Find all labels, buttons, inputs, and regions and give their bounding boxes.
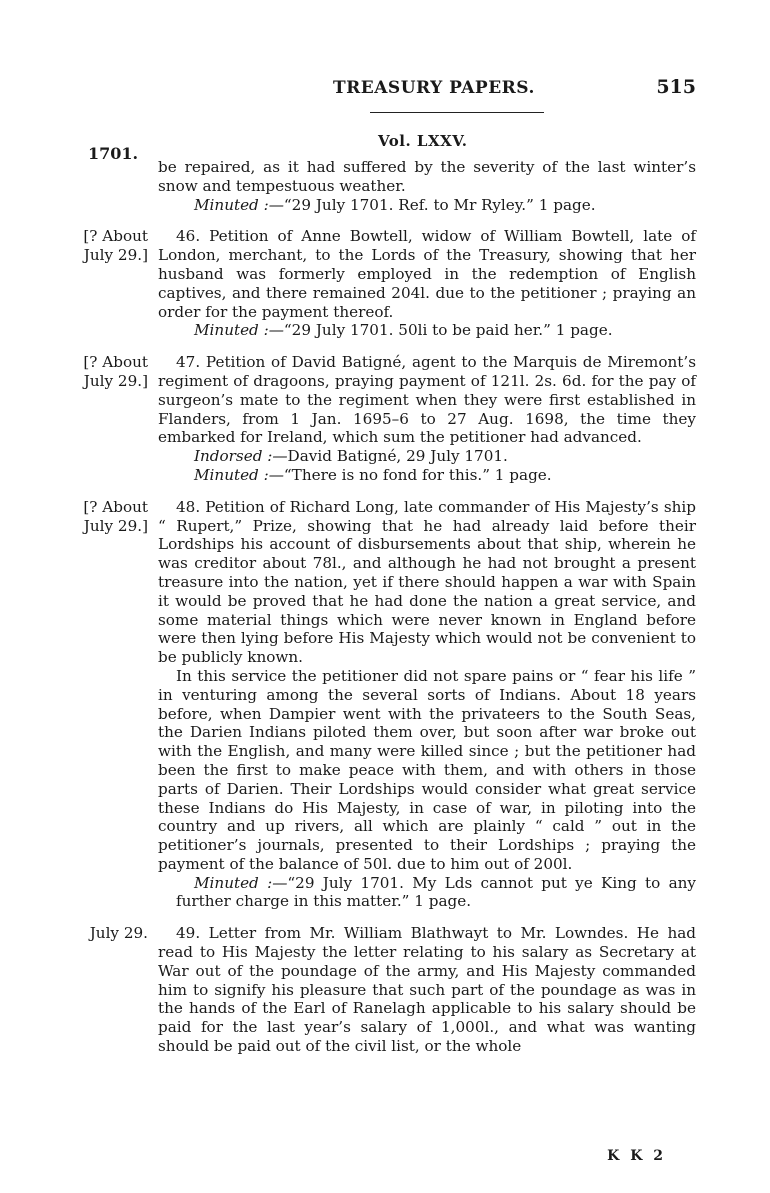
signature-mark: K K 2	[607, 1148, 666, 1164]
margin-date: [? About July 29.]	[83, 497, 148, 535]
entry-48	[83, 497, 696, 912]
entry-47	[83, 353, 696, 485]
note-label: Indorsed :—	[194, 447, 288, 466]
entry-paragraph: 48. Petition of Richard Long, late commander of His Majesty’s ship “ Rupert,” Prize, showing that he had already laid before their Lordships his account of disbursements about that ship, wherein he was creditor about 78l., and although he had not brought a present treasure into the nation, yet if there should happen a war with Spain it would be proved that he had done the nation a great service, and some material things which were never known in England before were then lying before His Majesty which would not be convenient to be publicly known.	[158, 497, 696, 667]
note-text: “There is no fond for this.” 1 page.	[283, 465, 552, 484]
margin-date: [? About July 29.]	[83, 353, 148, 390]
entry-paragraph: be repaired, as it had suffered by the severity of the last winter’s snow and tempestuous weather.	[158, 158, 696, 195]
entry-continuation	[158, 158, 696, 214]
minute-note	[158, 466, 696, 485]
running-title: TREASURY PAPERS.	[333, 78, 535, 98]
volume-heading: Vol. LXXV.	[378, 132, 468, 150]
entry-46	[83, 227, 696, 340]
page-header	[0, 72, 770, 100]
note-label: Minuted :—	[194, 873, 288, 892]
note-label: Minuted :—	[194, 465, 284, 484]
note-text: “29 July 1701. Ref. to Mr Ryley.” 1 page.	[283, 195, 596, 214]
entry-49	[89, 924, 696, 1056]
margin-year: 1701.	[88, 144, 139, 163]
entry-paragraph: In this service the petitioner did not spare pains or “ fear his life ” in venturing among the several sorts of Indians. About 18 years before, when Dampier went with the privateers to the South Seas, the Darien Indians piloted them over, but soon after war broke out with the English, and many were killed since ; but the petitioner had been the first to make peace with them, and with others in those parts of Darien. Their Lordships would consider what great service these Indians do His Majesty, in case of war, in piloting into the country and up rivers, all which are plainly “ cald ” out in the petitioner’s journals, presented to their Lordships ; praying the payment of the balance of 50l. due to him out of 200l.	[158, 666, 696, 873]
entry-paragraph: 49. Letter from Mr. William Blathwayt to Mr. Lowndes. He had read to His Majesty the letter relating to his salary as Secretary at War out of the poundage of the army, and His Majesty commanded him to signify his pleasure that such part of the poundage as was in the hands of the Earl of Ranelagh applicable to his salary should be paid for the last year’s salary of 1,000l., and what was wanting should be paid out of the civil list, or the whole	[158, 924, 696, 1056]
margin-date: July 29.	[89, 924, 148, 943]
indorsed-note	[158, 447, 696, 466]
margin-date: [? About July 29.]	[83, 227, 148, 265]
entry-paragraph: 46. Petition of Anne Bowtell, widow of William Bowtell, late of London, merchant, to the Lords of the Treasury, showing that her husband was formerly employed in the redemption of English captives, and there remained 204l. due to the petitioner ; praying an order for the payment thereof.	[158, 227, 696, 321]
page-number: 515	[656, 76, 696, 98]
note-text: “29 July 1701. My Lds cannot put ye King to any further charge in this matter.” 1 page.	[176, 873, 696, 911]
minute-note	[158, 874, 696, 912]
minute-note	[158, 321, 696, 340]
note-label: Minuted :—	[194, 195, 284, 214]
document-body	[83, 158, 696, 1069]
note-text: David Batigné, 29 July 1701.	[287, 447, 508, 466]
minute-note	[158, 196, 696, 215]
note-text: “29 July 1701. 50li to be paid her.” 1 page.	[283, 321, 613, 340]
entry-paragraph: 47. Petition of David Batigné, agent to the Marquis de Miremont’s regiment of dragoons, praying payment of 121l. 2s. 6d. for the pay of surgeon’s mate to the regiment when they were first established in Flanders, from 1 Jan. 1695–6 to 27 Aug. 1698, the time they embarked for Ireland, which sum the petitioner had advanced.	[158, 353, 696, 447]
header-rule	[370, 112, 544, 113]
note-label: Minuted :—	[194, 321, 284, 340]
